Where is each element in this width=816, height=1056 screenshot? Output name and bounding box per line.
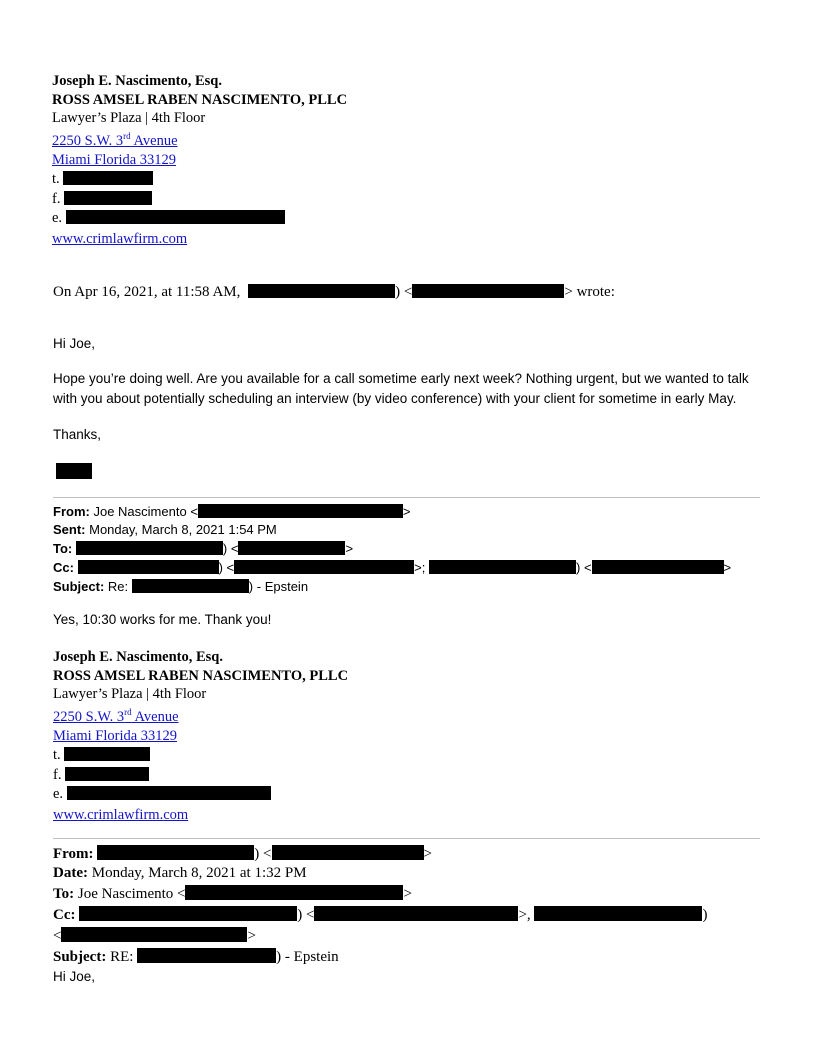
redaction-bar (78, 560, 219, 574)
redaction-bar (67, 786, 271, 800)
signature-street-link[interactable]: 2250 S.W. 3rd Avenue (52, 131, 178, 150)
header-divider (53, 838, 760, 839)
redaction-bar (248, 284, 395, 298)
from-angle-open: < (263, 846, 272, 862)
to-angle-close: > (403, 886, 412, 902)
subject-suffix: - Epstein (256, 579, 309, 594)
cc-semicolon: >; (414, 560, 426, 575)
redaction-bar (63, 171, 153, 185)
redaction-bar (429, 560, 576, 574)
subject-paren: ) (248, 579, 254, 594)
date-value: Monday, March 8, 2021 at 1:32 PM (91, 865, 307, 881)
cc-angle-close-1: >, (518, 907, 531, 923)
signature-address-line: Lawyer’s Plaza | 4th Floor (52, 110, 206, 126)
redaction-bar (238, 541, 345, 555)
to-angle-open: < (177, 886, 186, 902)
redaction-bar (132, 579, 249, 593)
cc-angle-open-2: < (53, 928, 62, 944)
from-label: From: (53, 504, 90, 519)
header-sent-row (53, 521, 731, 539)
subject-prefix: Re: (107, 579, 129, 594)
redaction-bar (412, 284, 564, 298)
sent-value: Monday, March 8, 2021 1:54 PM (89, 522, 277, 537)
from-angle-open: < (190, 504, 198, 519)
to-angle-open: < (230, 541, 239, 556)
signature-email-label: e. (53, 786, 64, 803)
cc-paren-2: ) (575, 560, 581, 575)
redaction-bar (272, 845, 424, 860)
quote-paren: ) (395, 284, 401, 300)
message-1-greeting: Hi Joe, (53, 336, 96, 351)
signature-firm: ROSS AMSEL RABEN NASCIMENTO, PLLC (52, 91, 348, 108)
redaction-bar (97, 845, 254, 860)
quote-suffix: wrote: (576, 284, 615, 300)
subject-label: Subject: (53, 949, 107, 965)
cc-paren-2: ) (702, 907, 708, 923)
to-label: To: (53, 541, 73, 556)
redaction-bar (137, 948, 276, 963)
signature-address-line: Lawyer’s Plaza | 4th Floor (53, 686, 207, 702)
header-cc-row (53, 904, 707, 925)
date-label: Date: (53, 865, 88, 881)
header-to-row (53, 883, 707, 904)
from-angle-close: > (423, 846, 432, 862)
signature-tel-label: t. (53, 747, 61, 764)
cc-paren-1: ) (218, 560, 223, 575)
from-angle-close: > (402, 504, 411, 519)
header-subject-row (53, 577, 731, 596)
cc-angle-close-2: > (247, 928, 256, 944)
from-value: Joe Nascimento (93, 504, 187, 519)
subject-label: Subject: (53, 579, 105, 594)
redaction-bar (76, 541, 223, 555)
signature-website-link[interactable]: www.crimlawfirm.com (53, 806, 189, 823)
to-angle-close: > (345, 541, 354, 556)
email-headers-1 (53, 502, 731, 596)
cc-paren-1: ) (297, 907, 303, 923)
redaction-bar (234, 560, 414, 574)
cc-angle-open-2: < (583, 560, 592, 575)
signature-name: Joseph E. Nascimento, Esq. (53, 649, 223, 665)
message-2-body: Yes, 10:30 works for me. Thank you! (53, 612, 272, 627)
redaction-bar (185, 885, 403, 900)
signature-fax-label: f. (53, 766, 62, 783)
quote-angle-open: < (403, 284, 413, 300)
header-to-row (53, 539, 731, 558)
quoted-message-line (53, 282, 615, 302)
signature-name: Joseph E. Nascimento, Esq. (52, 73, 222, 89)
header-cc-row (53, 558, 731, 577)
header-from-row (53, 843, 707, 864)
cc-label: Cc: (53, 560, 74, 575)
message-3-greeting: Hi Joe, (53, 969, 96, 984)
sent-label: Sent: (53, 522, 86, 537)
message-1-body: Hope you’re doing well. Are you available for a call sometime early next week? Nothing urgent, but we wanted to talk with you about potentially scheduling an interview (by video conference) with your client for sometime in early May. (53, 371, 749, 406)
signature-email-label: e. (52, 210, 63, 227)
signature-website-link[interactable]: www.crimlawfirm.com (52, 230, 188, 247)
redaction-bar (61, 927, 247, 942)
to-paren: ) (222, 541, 228, 556)
redaction-bar (64, 191, 152, 205)
redaction-bar (534, 906, 702, 921)
signature-block-bottom (53, 648, 348, 824)
to-value: Joe Nascimento (77, 886, 174, 902)
cc-angle-open-1: < (306, 907, 315, 923)
subject-prefix: RE: (110, 949, 134, 965)
header-cc-row-continued (53, 925, 707, 946)
signature-block-top (52, 72, 347, 248)
header-date-row (53, 864, 707, 883)
from-label: From: (53, 846, 94, 862)
redaction-bar (592, 560, 724, 574)
header-from-row (53, 502, 731, 521)
header-subject-row (53, 946, 707, 967)
signature-tel-label: t. (52, 171, 60, 188)
subject-paren: ) (276, 949, 282, 965)
redaction-bar (65, 767, 149, 781)
redaction-bar (314, 906, 518, 921)
message-1-closing: Thanks, (53, 427, 102, 442)
signature-fax-label: f. (52, 190, 61, 207)
redaction-bar (66, 210, 285, 224)
redaction-bar (198, 504, 403, 518)
email-headers-2 (53, 843, 707, 967)
redaction-bar (56, 463, 92, 479)
signature-city-link[interactable]: Miami Florida 33129 (53, 727, 178, 744)
signature-firm: ROSS AMSEL RABEN NASCIMENTO, PLLC (53, 667, 349, 684)
to-label: To: (53, 886, 75, 902)
quote-prefix: On Apr 16, 2021, at 11:58 AM, (53, 284, 241, 300)
signature-street-link[interactable]: 2250 S.W. 3rd Avenue (53, 707, 179, 726)
cc-label: Cc: (53, 907, 76, 923)
signature-city-link[interactable]: Miami Florida 33129 (52, 151, 177, 168)
cc-angle-close-2: > (723, 560, 732, 575)
redaction-bar (79, 906, 297, 921)
redaction-bar (64, 747, 150, 761)
from-paren: ) (254, 846, 260, 862)
subject-suffix: - Epstein (284, 949, 339, 965)
cc-angle-open-1: < (226, 560, 235, 575)
header-divider (53, 497, 760, 498)
quote-angle-close: > (564, 284, 573, 300)
